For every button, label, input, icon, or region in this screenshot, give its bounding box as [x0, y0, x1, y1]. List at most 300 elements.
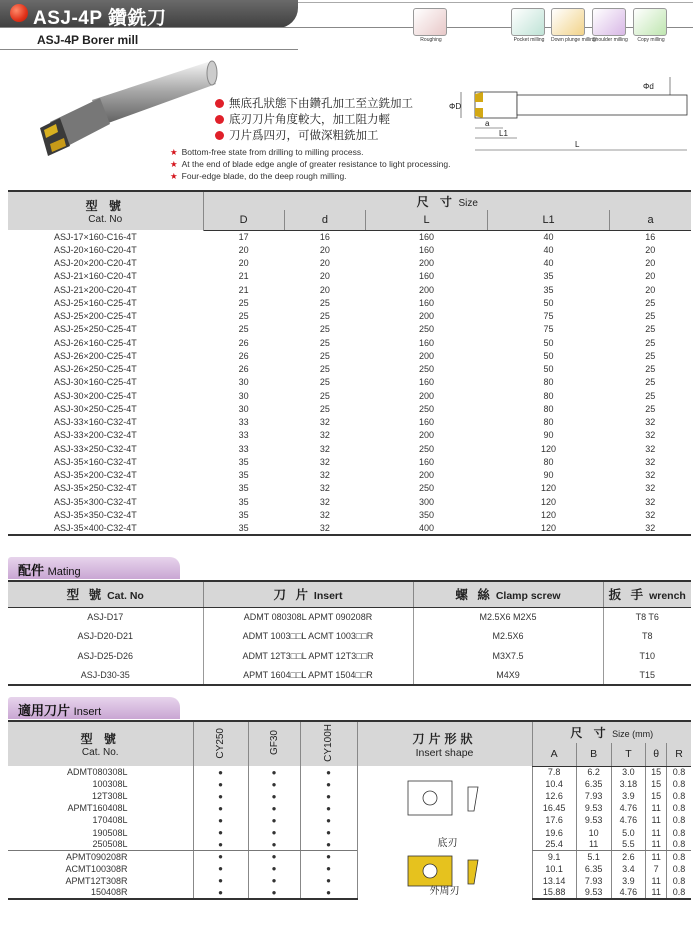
insert-size-cell: 4.76: [611, 802, 646, 814]
cat-no-cell: ASJ-33×200-C32-4T: [54, 430, 137, 441]
feature-text: 底刃刀片角度較大，加工阻力輕: [229, 114, 390, 126]
size-cell: 32: [319, 430, 330, 441]
table-row: [8, 887, 691, 899]
table-row: [8, 802, 691, 814]
insert-size-cell: 15: [646, 766, 667, 778]
insert-size-cell: 3.0: [611, 766, 646, 778]
insert-size-cell: 9.53: [576, 887, 611, 899]
star-icon: ★: [170, 171, 178, 181]
grade-mark: ●: [193, 839, 248, 851]
table-row: [8, 283, 691, 296]
grade-mark: ●: [193, 790, 248, 802]
size-cell: 32: [319, 417, 330, 428]
insert-size-cell: 6.2: [576, 766, 611, 778]
grade-mark: ●: [248, 814, 300, 826]
mating-cell: T10: [639, 650, 655, 661]
size-cell: 25: [645, 403, 656, 414]
size-en: Size (mm): [612, 729, 654, 739]
dimension-drawing: [445, 72, 690, 162]
size-cell: 200: [419, 350, 435, 361]
insert-size-cell: 4.76: [611, 814, 646, 826]
insert-size-cell: 11: [646, 802, 667, 814]
size-cell: 50: [543, 364, 554, 375]
grade-mark: ●: [248, 802, 300, 814]
feature-cn-2: [215, 111, 390, 127]
size-cell: 25: [645, 377, 656, 388]
size-cell: 160: [419, 337, 435, 348]
grade-col-0: [193, 721, 248, 766]
insert-size-cell: 0.8: [667, 802, 691, 814]
operation-label: Shoulder milling: [592, 37, 628, 43]
size-cell: 25: [238, 324, 249, 335]
insert-size-header: [532, 721, 691, 743]
insert-size-cell: 13.14: [532, 875, 576, 887]
header-cn: 型 號: [80, 732, 120, 746]
page-title: ASJ-4P 鑽銑刀: [33, 8, 167, 29]
insert-size-cell: 0.8: [667, 863, 691, 875]
size-cell: 16: [319, 231, 330, 242]
col-header-d: d: [284, 210, 365, 230]
size-cell: 25: [645, 390, 656, 401]
insert-size-cell: 2.6: [611, 851, 646, 863]
size-cell: 25: [319, 337, 330, 348]
size-cell: 32: [645, 430, 656, 441]
table-row: [8, 863, 691, 875]
size-cell: 250: [419, 364, 435, 375]
size-cell: 32: [319, 509, 330, 520]
size-cell: 25: [645, 350, 656, 361]
cat-no-cell: ASJ-26×160-C25-4T: [54, 337, 137, 348]
size-col-1: B: [576, 743, 611, 766]
size-header: [203, 191, 691, 210]
shape-en: Insert shape: [415, 746, 474, 759]
grade-mark: ●: [248, 887, 300, 899]
table-row: [8, 416, 691, 429]
cat-no-cell: ASJ-35×350-C32-4T: [54, 509, 137, 520]
size-cell: 32: [610, 522, 691, 535]
size-cell: 25: [645, 297, 656, 308]
size-cell: 32: [645, 443, 656, 454]
grade-label: CY100H: [323, 724, 334, 762]
table-row: [8, 402, 691, 415]
table-row: [8, 376, 691, 389]
feature-en-text: Bottom-free state from drilling to milling process.: [181, 147, 364, 157]
table-row: [8, 778, 691, 790]
size-cell: 21: [238, 271, 249, 282]
size-cell: 80: [543, 403, 554, 414]
insert-size-cell: 10: [576, 826, 611, 838]
size-cell: 50: [543, 350, 554, 361]
size-cell: 32: [319, 496, 330, 507]
header-cn: 型 號: [85, 199, 125, 213]
size-cell: 25: [319, 403, 330, 414]
table-row: [8, 839, 691, 851]
insert-size-cell: 9.53: [576, 814, 611, 826]
col-header-a: a: [610, 210, 691, 230]
size-cell: 20: [319, 258, 330, 269]
grade-mark: ●: [248, 766, 300, 778]
size-cell: 32: [645, 483, 656, 494]
cat-no-cell: ASJ-20×160-C20-4T: [54, 244, 137, 255]
size-cell: 250: [419, 403, 435, 414]
bottom-edge-label: 底刃: [437, 837, 458, 849]
table-row: [8, 766, 691, 778]
table-row: [8, 455, 691, 468]
size-cell: 80: [543, 456, 554, 467]
drawing-label-a: a: [485, 119, 490, 128]
grade-mark: ●: [300, 839, 357, 851]
size-cell: 25: [319, 350, 330, 361]
grade-mark: ●: [248, 826, 300, 838]
size-cell: 16: [645, 231, 656, 242]
red-bullet-icon: [215, 131, 224, 140]
size-cell: 17: [238, 231, 249, 242]
mating-cell: T8 T6: [635, 612, 659, 622]
size-cell: 32: [319, 456, 330, 467]
size-cell: 120: [541, 509, 557, 520]
cat-no-cell: ASJ-25×250-C25-4T: [54, 324, 137, 335]
size-cell: 25: [319, 311, 330, 322]
grade-mark: ●: [300, 826, 357, 838]
cat-no-cell: ASJ-35×400-C32-4T: [8, 522, 203, 535]
size-cell: 32: [319, 470, 330, 481]
feature-en-text: At the end of blade edge angle of greater resistance to light processing.: [181, 159, 451, 169]
grade-mark: ●: [193, 826, 248, 838]
table-row: [8, 389, 691, 402]
insert-cat-cell: 250508L: [8, 839, 193, 851]
size-cell: 50: [543, 337, 554, 348]
size-cell: 25: [645, 337, 656, 348]
size-cell: 120: [488, 522, 610, 535]
size-cell: 35: [238, 456, 249, 467]
insert-size-cell: 0.8: [667, 851, 691, 863]
size-col-3: θ: [646, 743, 667, 766]
insert-size-cell: 12.6: [532, 790, 576, 802]
feature-cn-3: [215, 127, 379, 143]
mating-cell: ASJ-D20-D21: [8, 627, 203, 647]
table-row: [8, 257, 691, 270]
grade-mark: ●: [300, 778, 357, 790]
size-cell: 21: [238, 284, 249, 295]
roughing-icon-box: [413, 8, 447, 36]
size-cell: 40: [543, 258, 554, 269]
mating-header-cn: 扳 手: [608, 588, 647, 603]
table-row: [8, 508, 691, 521]
size-cell: 120: [541, 483, 557, 494]
size-cell: 25: [319, 364, 330, 375]
grade-label: CY250: [215, 727, 226, 759]
size-cell: 35: [238, 496, 249, 507]
size-cell: 32: [319, 483, 330, 494]
grade-col-1: [248, 721, 300, 766]
insert-size-cell: 11: [646, 839, 667, 851]
cat-no-cell: ASJ-35×300-C32-4T: [54, 496, 137, 507]
size-cell: 90: [543, 470, 554, 481]
insert-size-cell: 3.18: [611, 778, 646, 790]
cat-no-cell: ASJ-35×160-C32-4T: [54, 456, 137, 467]
grade-mark: ●: [300, 887, 357, 899]
size-cell: 32: [645, 470, 656, 481]
size-cell: 400: [366, 522, 488, 535]
size-cell: 35: [543, 271, 554, 282]
size-cell: 20: [319, 271, 330, 282]
size-cell: 30: [238, 390, 249, 401]
size-cell: 25: [645, 364, 656, 375]
size-cell: 25: [645, 311, 656, 322]
grade-label: GF30: [268, 730, 280, 756]
bottom-insert-shape: [357, 766, 532, 851]
copy-milling-icon: [633, 8, 669, 45]
size-cell: 35: [203, 522, 284, 535]
subtitle-rule: [0, 49, 298, 50]
table-row: [8, 646, 691, 666]
size-cell: 32: [645, 509, 656, 520]
table-row: [8, 270, 691, 283]
size-cell: 25: [319, 377, 330, 388]
cat-no-cell: ASJ-26×200-C25-4T: [54, 350, 137, 361]
mating-cell: ASJ-D30-35: [8, 666, 203, 686]
insert-size-cell: 3.9: [611, 875, 646, 887]
col-header-cat: [8, 191, 203, 230]
size-cell: 20: [238, 244, 249, 255]
size-cell: 35: [238, 483, 249, 494]
table-row: [8, 429, 691, 442]
size-cn: 尺 寸: [570, 726, 610, 740]
shape-col: [357, 721, 532, 766]
size-cell: 35: [238, 470, 249, 481]
table-row: [8, 310, 691, 323]
grade-mark: ●: [193, 875, 248, 887]
operation-label: Roughing: [420, 37, 442, 43]
size-cell: 160: [419, 297, 435, 308]
size-col-2: T: [611, 743, 646, 766]
size-cell: 75: [543, 311, 554, 322]
insert-size-cell: 9.1: [532, 851, 576, 863]
size-cell: 160: [419, 244, 435, 255]
outer-insert-shape: [357, 851, 532, 899]
insert-size-cell: 0.8: [667, 839, 691, 851]
mating-header-en: wrench: [649, 590, 686, 603]
table-row: [8, 851, 691, 863]
insert-cat-cell: ADMT080308L: [66, 767, 128, 778]
size-cell: 250: [419, 483, 435, 494]
cat-no-cell: ASJ-33×160-C32-4T: [54, 417, 137, 428]
insert-cat-cell: APMT090208R: [65, 851, 128, 862]
mating-col-2: [413, 581, 603, 607]
mating-cell: M2.5X6 M2X5: [413, 607, 603, 627]
insert-cat-cell: ACMT100308R: [65, 863, 128, 874]
insert-section-label: [8, 697, 180, 719]
size-cell: 20: [645, 258, 656, 269]
insert-size-cell: 15: [646, 790, 667, 802]
cat-no-cell: ASJ-35×200-C32-4T: [54, 470, 137, 481]
insert-size-cell: 11: [646, 851, 667, 863]
operation-label: Down plunge milling: [551, 37, 596, 43]
grade-mark: ●: [193, 778, 248, 790]
grade-mark: ●: [300, 802, 357, 814]
table-row: [8, 666, 691, 686]
insert-size-cell: 15.88: [532, 887, 576, 899]
red-bullet-icon: [215, 115, 224, 124]
feature-en-2: [170, 159, 451, 170]
size-cell: 90: [543, 430, 554, 441]
size-cell: 350: [419, 509, 435, 520]
size-cell: 250: [419, 324, 435, 335]
size-cell: 20: [238, 258, 249, 269]
size-header-cn: 尺 寸: [416, 194, 456, 209]
mating-header-cn: 型 號: [66, 588, 105, 603]
mating-header-cn: 螺 絲: [455, 588, 493, 603]
pocket-milling-icon-box: [511, 8, 545, 36]
table-row: [8, 826, 691, 838]
size-cell: 200: [419, 390, 435, 401]
table-row: [8, 522, 691, 535]
size-cell: 33: [238, 430, 249, 441]
insert-size-cell: 25.4: [532, 839, 576, 851]
insert-size-cell: 7.93: [576, 790, 611, 802]
feature-text: 無底孔狀態下由鑽孔加工至立銑加工: [229, 98, 413, 110]
cat-no-cell: ASJ-21×200-C20-4T: [54, 284, 137, 295]
header-en: Cat. No.: [81, 747, 119, 758]
section-cn: 配件: [18, 563, 45, 578]
insert-size-cell: 15: [646, 778, 667, 790]
grade-mark: ●: [248, 863, 300, 875]
grade-mark: ●: [300, 875, 357, 887]
size-cell: 75: [543, 324, 554, 335]
insert-size-cell: 6.35: [576, 863, 611, 875]
size-cell: 120: [541, 443, 557, 454]
copy-milling-icon-box: [633, 8, 667, 36]
size-cell: 30: [238, 403, 249, 414]
drawing-label-d: Φd: [643, 82, 654, 91]
size-cell: 80: [543, 377, 554, 388]
size-cell: 26: [238, 337, 249, 348]
plunge-milling-icon: [551, 8, 596, 45]
cat-no-cell: ASJ-30×250-C25-4T: [54, 403, 137, 414]
star-icon: ★: [170, 147, 178, 157]
insert-size-cell: 7.8: [532, 766, 576, 778]
table-row: [8, 442, 691, 455]
cat-no-cell: ASJ-20×200-C20-4T: [54, 258, 137, 269]
mating-table: [8, 580, 691, 686]
size-cell: 120: [541, 496, 557, 507]
section-en: Mating: [47, 566, 81, 578]
table-row: [8, 814, 691, 826]
mating-cell: ASJ-D17: [8, 607, 203, 627]
shoulder-milling-icon: [592, 8, 628, 45]
grade-mark: ●: [248, 778, 300, 790]
size-cell: 20: [645, 244, 656, 255]
cat-no-cell: ASJ-30×200-C25-4T: [54, 390, 137, 401]
insert-size-cell: 0.8: [667, 814, 691, 826]
size-cell: 20: [319, 244, 330, 255]
drawing-label-L: L: [575, 140, 580, 149]
insert-cat-cell: 100308L: [92, 779, 128, 790]
feature-text: 刀片爲四刃，可做深粗銑加工: [229, 130, 379, 142]
mating-header-en: Clamp screw: [495, 590, 561, 603]
page-subtitle: ASJ-4P Borer mill: [37, 33, 139, 47]
grade-mark: ●: [193, 887, 248, 899]
insert-size-cell: 10.4: [532, 778, 576, 790]
insert-cat-cell: 170408L: [92, 815, 128, 826]
table-row: [8, 607, 691, 627]
mating-col-3: [603, 581, 691, 607]
table-row: [8, 336, 691, 349]
insert-size-cell: 7.93: [576, 875, 611, 887]
size-cell: 20: [645, 271, 656, 282]
size-cell: 50: [543, 297, 554, 308]
size-cell: 26: [238, 364, 249, 375]
red-bullet-icon: [215, 99, 224, 108]
table-row: [8, 469, 691, 482]
cat-no-cell: ASJ-21×160-C20-4T: [54, 271, 137, 282]
feature-en-3: [170, 171, 347, 182]
table-row: [8, 790, 691, 802]
drawing-label-L1: L1: [499, 129, 508, 138]
size-cell: 40: [543, 244, 554, 255]
insert-size-cell: 0.8: [667, 790, 691, 802]
size-cell: 160: [419, 231, 435, 242]
table-row: [8, 323, 691, 336]
table-row: [8, 349, 691, 362]
insert-size-cell: 17.6: [532, 814, 576, 826]
mating-col-1: [203, 581, 413, 607]
cat-no-cell: ASJ-35×250-C32-4T: [54, 483, 137, 494]
operation-label: Copy milling: [637, 37, 665, 43]
insert-size-cell: 11: [646, 814, 667, 826]
outer-edge-label: 外周刃: [429, 886, 460, 898]
insert-size-cell: 3.9: [611, 790, 646, 802]
mating-cell: ADMT 080308L APMT 090208R: [203, 607, 413, 627]
size-cell: 200: [419, 430, 435, 441]
grade-col-2: [300, 721, 357, 766]
cat-no-cell: ASJ-33×250-C32-4T: [54, 443, 137, 454]
spec-table: [8, 190, 691, 536]
mating-cell: ADMT 12T3□□L APMT 12T3□□R: [203, 646, 413, 666]
pocket-milling-icon: [511, 8, 547, 45]
col-header-l: L: [366, 210, 488, 230]
mating-header-en: Insert: [313, 590, 343, 603]
table-row: [8, 230, 691, 243]
grade-mark: ●: [193, 814, 248, 826]
mating-cell: M3X7.5: [413, 646, 603, 666]
insert-size-cell: 6.35: [576, 778, 611, 790]
insert-size-cell: 0.8: [667, 778, 691, 790]
grade-mark: ●: [300, 766, 357, 778]
size-cell: 32: [645, 417, 656, 428]
size-col-4: R: [667, 743, 691, 766]
insert-cat-cell: APMT12T308R: [65, 875, 128, 886]
size-cell: 160: [419, 417, 435, 428]
size-cell: 25: [319, 324, 330, 335]
size-cell: 160: [419, 456, 435, 467]
shape-cn: 刀片形狀: [412, 731, 477, 746]
grade-mark: ●: [248, 875, 300, 887]
size-cell: 35: [543, 284, 554, 295]
size-cell: 25: [238, 297, 249, 308]
size-cell: 200: [419, 284, 435, 295]
feature-cn-1: [215, 95, 413, 111]
insert-size-cell: 4.76: [611, 887, 646, 899]
cat-no-cell: ASJ-26×250-C25-4T: [54, 364, 137, 375]
size-cell: 40: [543, 231, 554, 242]
mating-cell: APMT 1604□□L APMT 1504□□R: [203, 666, 413, 686]
table-row: [8, 363, 691, 376]
grade-mark: ●: [193, 863, 248, 875]
mating-cell: ASJ-D25-D26: [8, 646, 203, 666]
insert-size-cell: 11: [646, 875, 667, 887]
table-row: [8, 495, 691, 508]
